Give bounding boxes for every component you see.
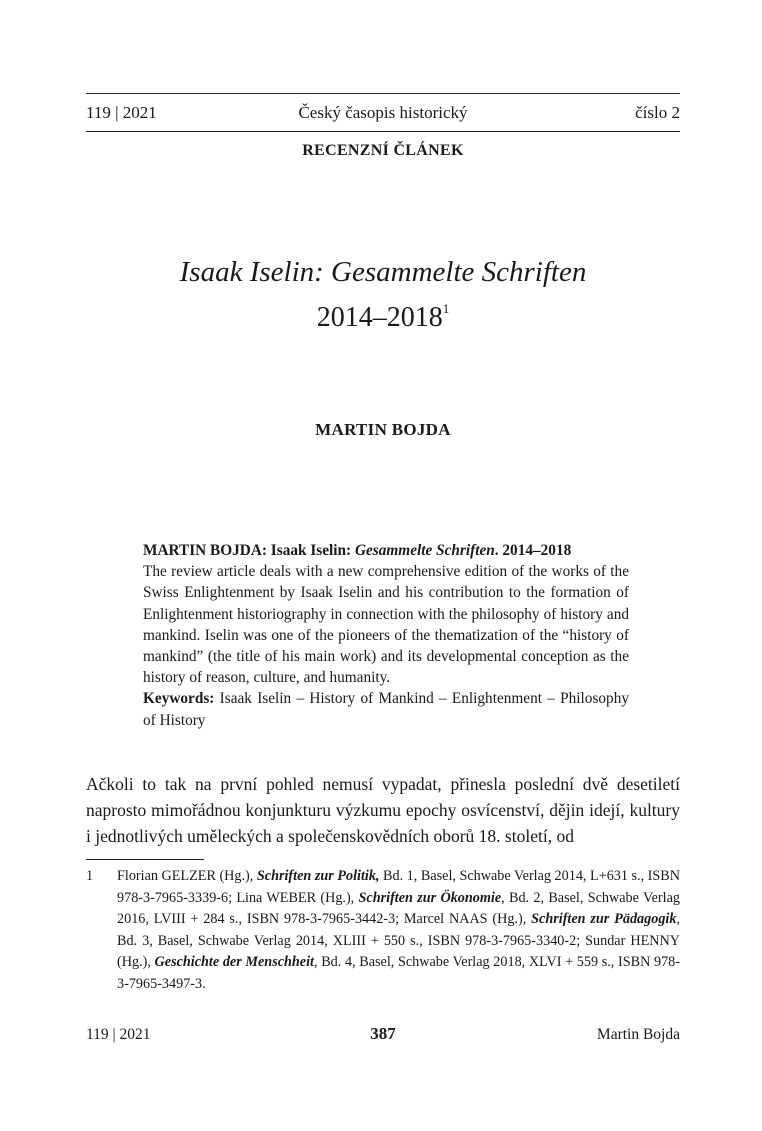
footnote-part: , Bd. 3, Basel, Schwabe Verlag 2014, XLIII + 550 s., ISBN 978-3-7965-3340-2; Sundar HENNY (Hg.),	[117, 911, 680, 970]
footnote-part: , Bd. 4, Basel, Schwabe Verlag 2018, XLVI + 559 s., ISBN 978-3-7965-3497-3.	[117, 954, 680, 992]
footnote-work-title: Schriften zur Politik,	[256, 868, 380, 884]
section-label: RECENZNÍ ČLÁNEK	[302, 142, 464, 159]
footer-volume: 119 | 2021	[86, 1026, 151, 1043]
body-paragraph: Ačkoli to tak na první pohled nemusí vypadat, přinesla poslední dvě desetiletí naprosto mimořádnou konjunkturu výzkumu epochy osvícenství, dějin idejí, kultury i jednotlivých uměleckých a společenskovědních oborů 18. století, od	[86, 774, 680, 846]
abstract-keywords	[143, 688, 629, 730]
footnote-work-title: Schriften zur Pädagogik	[531, 911, 677, 927]
article-title-years	[86, 292, 680, 335]
header-volume: 119 | 2021	[86, 103, 157, 122]
abstract-heading	[143, 540, 629, 561]
page-number: 387	[370, 1024, 396, 1043]
footnote-work-title: Geschichte der Menschheit	[154, 954, 314, 970]
abstract	[143, 540, 629, 731]
abstract-text: The review article deals with a new comprehensive edition of the works of the Swiss Enlightenment by Isaak Iselin and his contribution to the formation of Enlightenment historiography in connection with the philosophy of history and mankind. Iselin was one of the pioneers of the thematization of the “history of mankind” (the title of his main work) and its developmental conception as the history of reason, culture, and humanity.	[143, 563, 629, 687]
abstract-heading-author: MARTIN BOJDA: Isaak Iselin:	[143, 542, 355, 559]
author-name: MARTIN BOJDA	[315, 420, 451, 439]
footnote-part: , Bd. 2, Basel, Schwabe Verlag 2016, LVIII + 284 s., ISBN 978-3-7965-3442-3; Marcel NAAS (Hg.),	[117, 889, 680, 927]
footnote-1	[86, 866, 680, 995]
title-years: 2014–2018	[316, 302, 443, 333]
header-journal-title: Český časopis historický	[298, 103, 468, 122]
article-title: Isaak Iselin: Gesammelte Schriften	[179, 256, 587, 288]
footer-author: Martin Bojda	[596, 1026, 680, 1043]
footnote-work-title: Schriften zur Ökonomie	[358, 889, 502, 906]
footnote-rule	[86, 859, 204, 860]
abstract-heading-italic: Gesammelte Schriften	[354, 542, 495, 559]
keywords-label: Keywords:	[143, 690, 215, 708]
footnote-part: Bd. 1, Basel, Schwabe Verlag 2014, L+631 s., ISBN 978-3-7965-3339-6; Lina WEBER (Hg.),	[117, 868, 681, 906]
title-footnote-mark[interactable]: 1	[442, 301, 450, 316]
header-bottom-rule	[86, 131, 680, 132]
body-text	[86, 771, 680, 849]
footnote-number: 1	[86, 868, 94, 884]
footnote-part: Florian GELZER (Hg.),	[117, 868, 257, 884]
footnote-text	[117, 866, 680, 995]
header-issue: číslo 2	[635, 103, 680, 122]
keywords-text: Isaak Iselin – History of Mankind – Enlightenment – Philosophy of History	[143, 690, 629, 729]
abstract-heading-years: . 2014–2018	[494, 542, 572, 559]
header-top-rule	[86, 93, 680, 94]
